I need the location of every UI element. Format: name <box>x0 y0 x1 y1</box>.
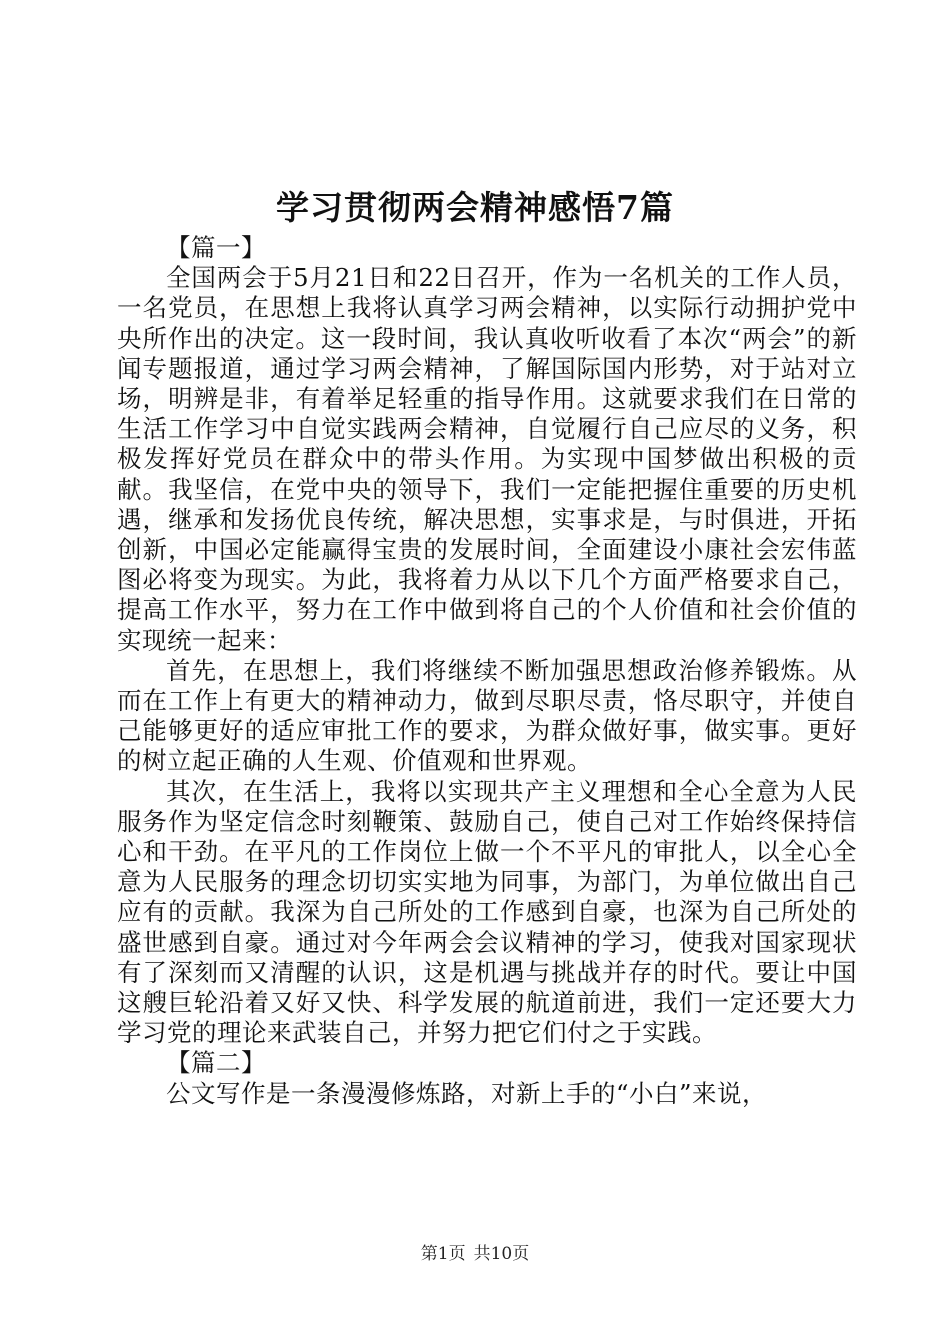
body-paragraph: 其次，在生活上，我将以实现共产主义理想和全心全意为人民服务作为坚定信念时刻鞭策、鼓励自己，使自己对工作始终保持信心和干劲。在平凡的工作岗位上做一个不平凡的审批人，以全心全意为人民服务的理念切切实实地为同事，为部门，为单位做出自己应有的贡献。我深为自己所处的工作感到自豪，也深为自己所处的盛世感到自豪。通过对今年两会会议精神的学习，使我对国家现状有了深刻而又清醒的认识，这是机遇与挑战并存的时代。要让中国这艘巨轮沿着又好又快、科学发展的航道前进，我们一定还要大力学习党的理论来武装自己，并努力把它们付之于实践。 <box>117 776 857 1048</box>
page-total: 共10页 <box>473 1244 530 1264</box>
page-footer <box>0 1242 950 1266</box>
page-number: 第1页 <box>420 1244 466 1264</box>
document-body <box>117 233 857 1109</box>
section-heading: 【篇二】 <box>166 1048 266 1078</box>
body-paragraph: 全国两会于5月21日和22日召开，作为一名机关的工作人员，一名党员，在思想上我将认真学习两会精神，以实际行动拥护党中央所作出的决定。这一段时间，我认真收听收看了本次“两会”的新闻专题报道，通过学习两会精神，了解国际国内形势，对于站对立场，明辨是非，有着举足轻重的指导作用。这就要求我们在日常的生活工作学习中自觉实践两会精神，自觉履行自己应尽的义务，积极发挥好党员在群众中的带头作用。为实现中国梦做出积极的贡献。我坚信，在党中央的领导下，我们一定能把握住重要的历史机遇，继承和发扬优良传统，解决思想，实事求是，与时俱进，开拓创新，中国必定能赢得宝贵的发展时间，全面建设小康社会宏伟蓝图必将变为现实。为此，我将着力从以下几个方面严格要求自己，提高工作水平，努力在工作中做到将自己的个人价值和社会价值的实现统一起来： <box>117 263 857 655</box>
document-title: 学习贯彻两会精神感悟7篇 <box>276 188 674 227</box>
body-paragraph: 公文写作是一条漫漫修炼路，对新上手的“小白”来说， <box>166 1078 768 1108</box>
body-paragraph: 首先，在思想上，我们将继续不断加强思想政治修养锻炼。从而在工作上有更大的精神动力，做到尽职尽责，恪尽职守，并使自己能够更好的适应审批工作的要求，为群众做好事，做实事。更好的树立起正确的人生观、价值观和世界观。 <box>117 655 857 776</box>
section-heading: 【篇一】 <box>166 233 266 262</box>
